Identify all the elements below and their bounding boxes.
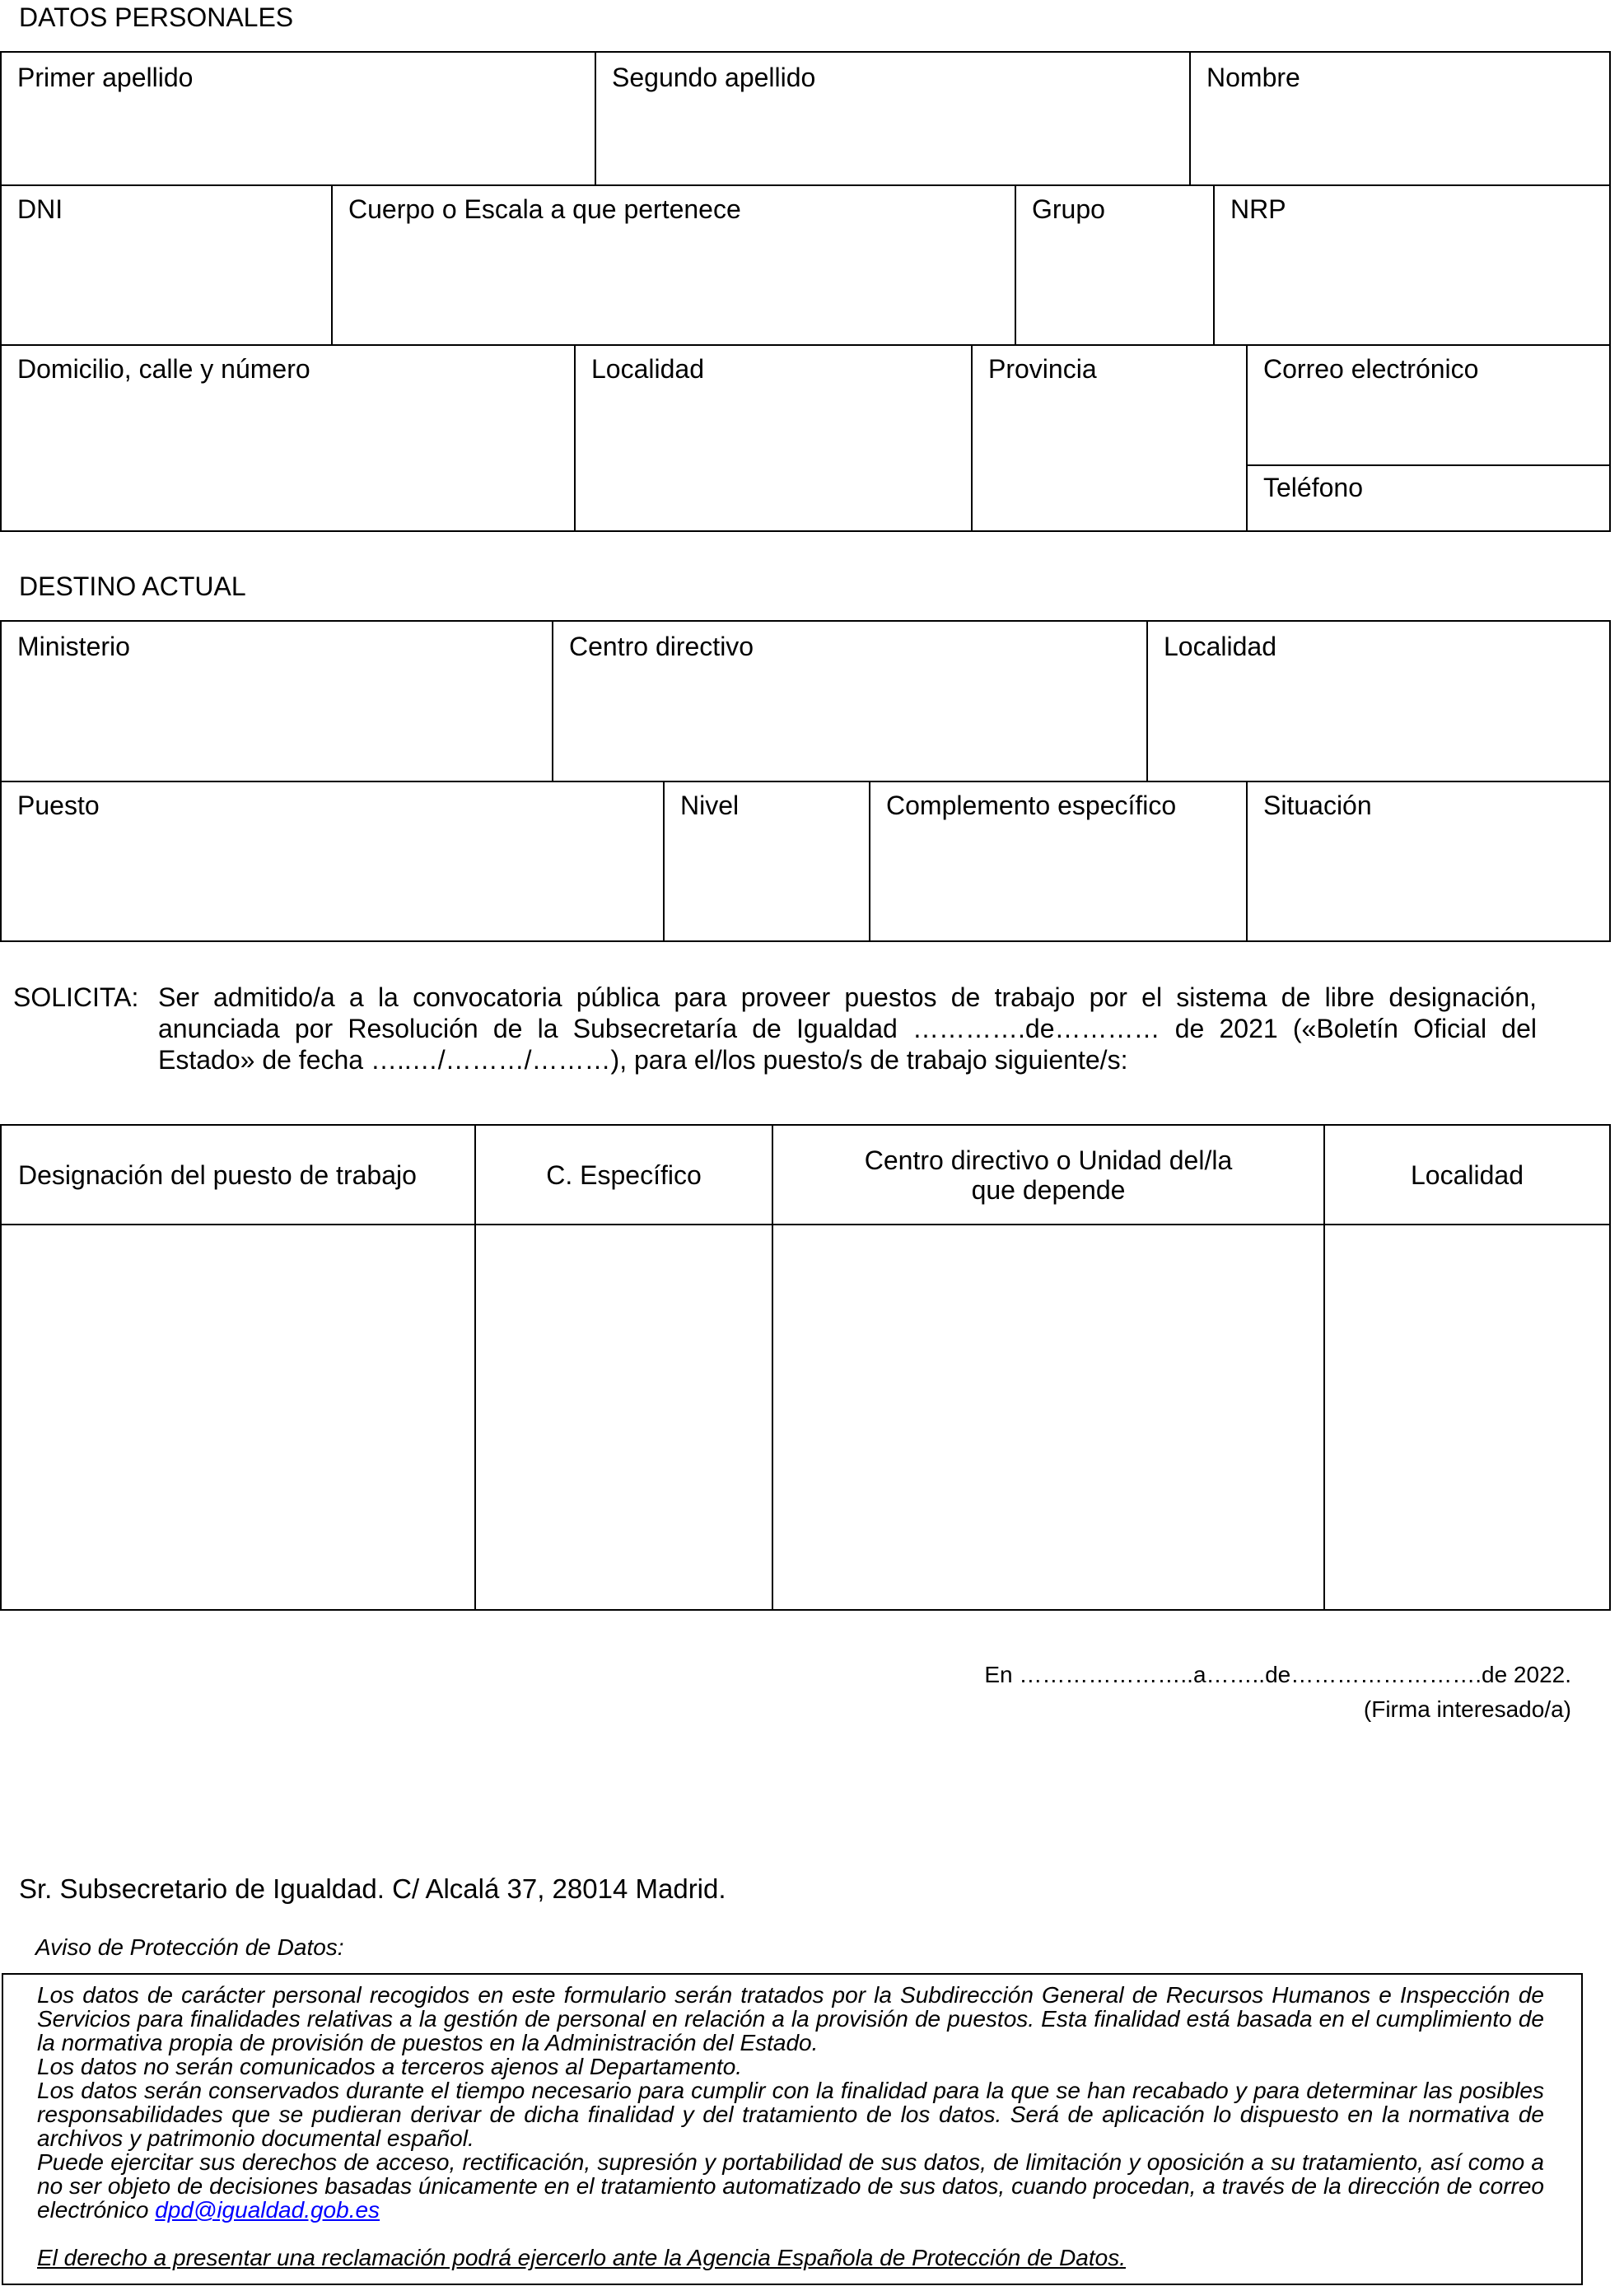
- aviso-paragraph-3: Los datos serán conservados durante el tiempo necesario para cumplir con la finalidad para la que se han recabado y para determinar las posibles responsabilidades que se pudieran derivar de dicha finalidad y del tratamiento de los datos. Será de aplicación lo dispuesto en la normativa de archivos y patrimonio documental español.: [37, 2078, 1544, 2151]
- header-centro-directivo: Centro directivo o Unidad del/la que depende: [773, 1126, 1325, 1225]
- datos-personales-title: DATOS PERSONALES: [19, 2, 294, 32]
- destino-actual-row2: [0, 781, 1611, 942]
- aviso-title: Aviso de Protección de Datos:: [35, 1934, 344, 1960]
- correo-electronico-field[interactable]: Correo electrónico: [1248, 344, 1609, 466]
- ministerio-field[interactable]: Ministerio: [2, 622, 553, 781]
- datos-personales-row2: [0, 184, 1611, 346]
- datos-personales-row1: [0, 51, 1611, 186]
- aviso-paragraph-2: Los datos no serán comunicados a terceros ajenos al Departamento.: [37, 2054, 743, 2079]
- primer-apellido-field[interactable]: Primer apellido: [2, 53, 596, 184]
- destino-actual-title: DESTINO ACTUAL: [19, 572, 246, 601]
- c-especifico-input-cell[interactable]: [476, 1225, 773, 1609]
- solicita-text: Ser admitido/a a la convocatoria pública para proveer puestos de trabajo por el sistema de libre designación, anunciada por Resolución de la Subsecretaría de Igualdad ………….de………… de 2021 («Boletín Oficial del Estado» de fecha …..…/………/………), para el/los puesto/s de trabajo siguiente/s:: [158, 982, 1537, 1075]
- destino-localidad-field[interactable]: Localidad: [1164, 632, 1276, 661]
- header-c-especifico: C. Específico: [476, 1126, 773, 1225]
- nrp-field[interactable]: NRP: [1230, 194, 1286, 224]
- aviso-final: El derecho a presentar una reclamación podrá ejercerlo ante la Agencia Española de Protección de Datos.: [37, 2245, 1126, 2270]
- cuerpo-escala-field[interactable]: Cuerpo o Escala a que pertenece: [333, 184, 1016, 344]
- localidad-input-cell[interactable]: [1325, 1225, 1609, 1609]
- solicita-block: [13, 982, 1537, 1075]
- firma-label: (Firma interesado/a): [1363, 1696, 1571, 1722]
- puesto-field[interactable]: Puesto: [2, 781, 665, 940]
- segundo-apellido-field[interactable]: Segundo apellido: [596, 53, 1191, 184]
- centro-directivo-field[interactable]: Centro directivo: [553, 622, 1148, 781]
- provincia-field[interactable]: Provincia: [973, 344, 1248, 530]
- nombre-field[interactable]: Nombre: [1206, 63, 1300, 92]
- situacion-field[interactable]: Situación: [1263, 791, 1372, 820]
- telefono-field[interactable]: Teléfono: [1263, 473, 1363, 502]
- complemento-especifico-field[interactable]: Complemento específico: [870, 781, 1248, 940]
- localidad-field[interactable]: Localidad: [576, 344, 973, 530]
- aviso-paragraph-4-text: Puede ejercitar sus derechos de acceso, rectificación, supresión y portabilidad de sus datos, de limitación y oposición a su tratamiento, así como a no ser objeto de decisiones basadas únicamente en el tratamiento automatizado de sus datos, cuando procedan, a través de la dirección de correo electrónico: [37, 2149, 1544, 2223]
- firma-fecha-line: En …………………..a……..de…………………….de 2022.: [984, 1662, 1571, 1687]
- puestos-table: [0, 1124, 1611, 1611]
- dni-field[interactable]: DNI: [2, 184, 333, 344]
- header-designacion: Designación del puesto de trabajo: [2, 1126, 476, 1225]
- dpd-email-link[interactable]: dpd@igualdad.gob.es: [155, 2197, 380, 2223]
- aviso-paragraph-4: [37, 2150, 1544, 2222]
- domicilio-field[interactable]: Domicilio, calle y número: [2, 344, 576, 530]
- aviso-box: [2, 1973, 1583, 2285]
- solicita-label: SOLICITA:: [13, 982, 139, 1012]
- centro-directivo-input-cell[interactable]: [773, 1225, 1325, 1609]
- aviso-paragraph-1: Los datos de carácter personal recogidos en este formulario serán tratados por la Subdirección General de Recursos Humanos e Inspección de Servicios para finalidades relativas a la gestión de personal en relación a la provisión de puestos. Esta finalidad está basada en el cumplimiento de la normativa propia de provisión de puestos en la Administración del Estado.: [37, 1982, 1544, 2055]
- destinatario: Sr. Subsecretario de Igualdad. C/ Alcalá 37, 28014 Madrid.: [19, 1873, 726, 1904]
- datos-personales-row3: [0, 344, 1611, 532]
- destino-actual-row1: [0, 620, 1611, 782]
- designacion-input-cell[interactable]: [2, 1225, 476, 1609]
- header-localidad: Localidad: [1325, 1126, 1609, 1225]
- nivel-field[interactable]: Nivel: [665, 781, 870, 940]
- grupo-field[interactable]: Grupo: [1016, 184, 1215, 344]
